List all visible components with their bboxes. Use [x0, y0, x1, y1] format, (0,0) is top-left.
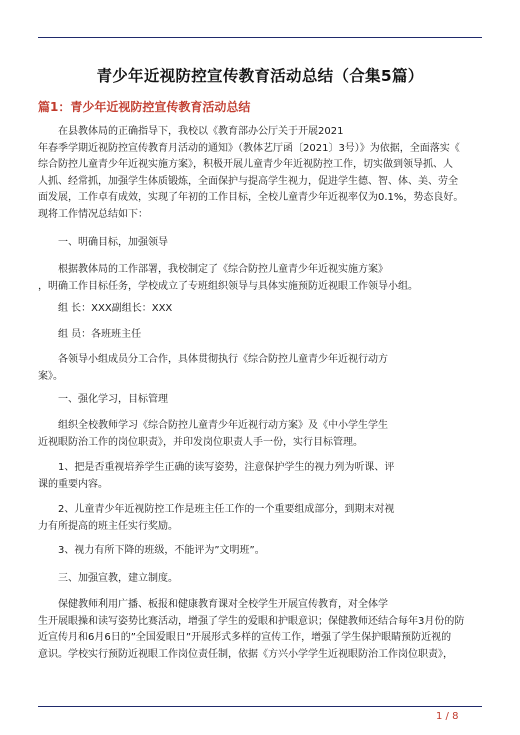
paragraph-line: 生开展眼操和读写姿势比赛活动，增强了学生的爱眼和护眼意识；保健教师还结合每年3月份的防 [38, 615, 465, 627]
paragraph-line: 人抓、经常抓，加强学生体质锻炼，全面保护与提高学生视力，促进学生德、智、体、美、劳全 [38, 175, 458, 187]
section-heading [38, 571, 482, 588]
chapter-heading: 篇1：青少年近视防控宣传教育活动总结 [38, 100, 251, 114]
paragraph-line: 课的重要内容。 [38, 478, 108, 490]
paragraph-line: 现将工作情况总结如下： [38, 208, 148, 220]
document-title: 青少年近视防控宣传教育活动总结（合集5篇） [96, 67, 424, 85]
paragraph-intro [38, 124, 482, 223]
paragraph [38, 460, 482, 493]
section-heading-text: 三、加强宣教，建立制度。 [58, 573, 178, 584]
paragraph [38, 327, 482, 344]
paragraph-line: 1、把是否重视培养学生正确的读写姿势，注意保护学生的视力列为听课、评 [58, 462, 395, 473]
paragraph-line: 组 员：各班班主任 [58, 329, 142, 340]
paragraph [38, 262, 482, 295]
paragraph-line: 2、儿童青少年近视防控工作是班主任工作的一个重要组成部分，到期末对视 [58, 504, 395, 515]
paragraph [38, 502, 482, 535]
section-heading [38, 235, 482, 252]
paragraph [38, 418, 482, 451]
paragraph-line: 案》。 [38, 370, 63, 382]
paragraph-line: 各领导小组成员分工合作，具体贯彻执行《综合防控儿童青少年近视行动方 [58, 354, 388, 365]
paragraph-line: 年春季学期近视防控宣传教育月活动的通知》（教体艺厅函〔2021〕3号）》为依据，全面落实《 [38, 142, 460, 154]
section-heading-text: 一、强化学习，目标管理 [58, 394, 168, 405]
paragraph-line: 保健教师利用广播、板报和健康教育课对全校学生开展宣传教育，对全体学 [58, 599, 388, 610]
paragraph-line: ，明确工作目标任务，学校成立了专班组织领导与具体实施预防近视眼工作领导小组。 [38, 280, 418, 292]
paragraph-line: 在县教体局的正确指导下，我校以《教育部办公厅关于开展2021 [58, 126, 344, 137]
paragraph-line: 组 长：XXX副组长：XXX [58, 303, 173, 314]
header-rule [38, 37, 482, 38]
paragraph-line: 近宣传月和6月6日的”全国爱眼日”开展形式多样的宣传工作，增强了学生保护眼睛预防近视的 [38, 632, 452, 643]
paragraph-line: 近视眼防治工作的岗位职责》，并印发岗位职责人手一份，实行目标管理。 [38, 436, 363, 448]
paragraph-line: 3、视力有所下降的班级，不能评为”文明班”。 [58, 545, 265, 556]
paragraph-line: 面发展，工作卓有成效，实现了年初的工作目标，全校儿童青少年近视率仅为0.1%，势态良好。 [38, 192, 464, 203]
paragraph-line: 综合防控儿童青少年近视实施方案》，积极开展儿童青少年近视防控工作，切实做到领导抓、人 [38, 159, 453, 170]
paragraph-line: 意识。学校实行预防近视眼工作岗位责任制，依据《方兴小学学生近视眼防治工作岗位职责》， [38, 648, 453, 660]
section-heading-text: 一、明确目标，加强领导 [58, 237, 168, 248]
paragraph-line: 根据教体局的工作部署，我校制定了《综合防控儿童青少年近视实施方案》 [58, 264, 388, 275]
paragraph-line: 力有所提高的班主任实行奖励。 [38, 520, 178, 532]
paragraph [38, 597, 482, 663]
page-number: 1 / 8 [436, 711, 459, 722]
paragraph [38, 543, 482, 560]
paragraph [38, 301, 482, 318]
footer-rule [38, 706, 482, 707]
section-heading [38, 392, 482, 409]
paragraph-line: 组织全校教师学习《综合防控儿童青少年近视行动方案》及《中小学生学生 [58, 420, 388, 431]
paragraph [38, 352, 482, 385]
